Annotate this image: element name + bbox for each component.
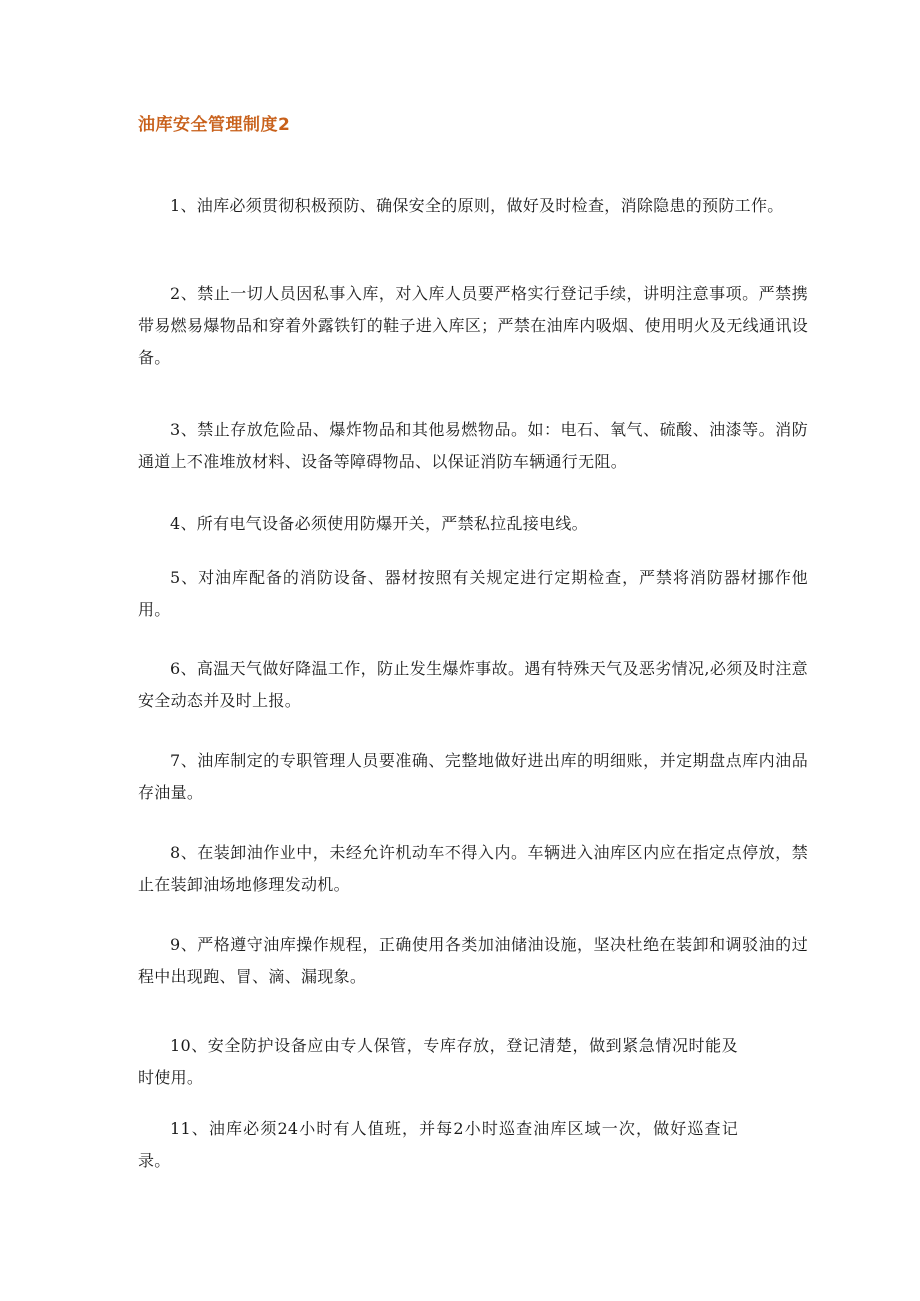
document-title: 油库安全管理制度2 bbox=[138, 115, 291, 135]
rule-paragraph-4: 4、所有电气设备必须使用防爆开关，严禁私拉乱接电线。 bbox=[170, 514, 588, 533]
rule-paragraph-1: 1、油库必须贯彻积极预防、确保安全的原则，做好及时检查，消除隐患的预防工作。 bbox=[170, 196, 784, 215]
rule-paragraph-8: 8、在装卸油作业中，未经允许机动车不得入内。车辆进入油库区内应在指定点停放，禁止在装卸油场地修理发动机。 bbox=[138, 843, 808, 894]
rule-paragraph-6: 6、高温天气做好降温工作，防止发生爆炸事故。遇有特殊天气及恶劣情况,必须及时注意安全动态并及时上报。 bbox=[138, 659, 808, 710]
rule-paragraph-11: 11、油库必须24小时有人值班，并每2小时巡查油库区域一次，做好巡查记录。 bbox=[138, 1119, 738, 1170]
rule-paragraph-3: 3、禁止存放危险品、爆炸物品和其他易燃物品。如：电石、氧气、硫酸、油漆等。消防通道上不准堆放材料、设备等障碍物品、以保证消防车辆通行无阻。 bbox=[138, 420, 808, 471]
rule-paragraph-2: 2、禁止一切人员因私事入库，对入库人员要严格实行登记手续，讲明注意事项。严禁携带易燃易爆物品和穿着外露铁钉的鞋子进入库区；严禁在油库内吸烟、使用明火及无线通讯设备。 bbox=[138, 284, 808, 367]
rule-paragraph-5: 5、对油库配备的消防设备、器材按照有关规定进行定期检查，严禁将消防器材挪作他用。 bbox=[138, 568, 808, 619]
rule-paragraph-10: 10、安全防护设备应由专人保管，专库存放，登记清楚，做到紧急情况时能及时使用。 bbox=[138, 1036, 738, 1087]
rule-paragraph-9: 9、严格遵守油库操作规程，正确使用各类加油储油设施，坚决杜绝在装卸和调驳油的过程中出现跑、冒、滴、漏现象。 bbox=[138, 935, 808, 986]
rule-paragraph-7: 7、油库制定的专职管理人员要准确、完整地做好进出库的明细账，并定期盘点库内油品存油量。 bbox=[138, 751, 808, 802]
